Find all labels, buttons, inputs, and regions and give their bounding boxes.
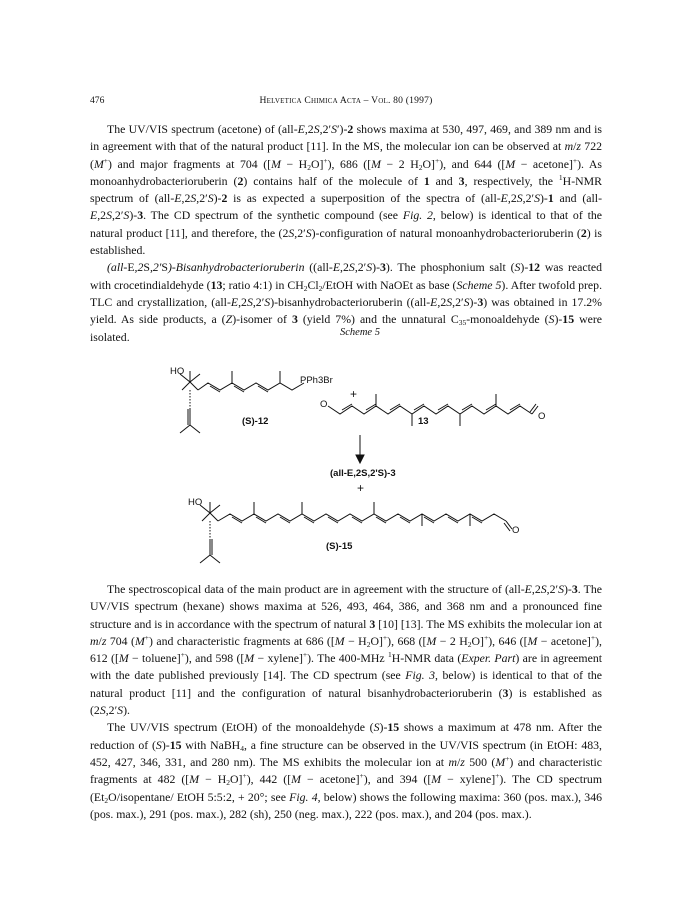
ho-label-bottom: HO	[188, 497, 203, 508]
paragraph: The UV/VIS spectrum (EtOH) of the monoaldehyde (S)-15 shows a maximum at 478 nm. After the reduction of (S)-15 with NaBH$_4$, a fine structure can be observed in the UV/VIS spectrum (in EtOH: 483, 452, 427, 346, 331, and 280 nm). The MS exhibits the molecular ion at m/z 500 (M+) and characteristic fragments at 482 $([M - H_2O]^+)$, 442 ([M − acetone]+), and 394 ([M − xylene]+). The CD spectrum ($Et_2O/isopentane/$ EtOH 5:5:2, + 20°; see Fig. 4, below) shows the following maxima: 360 (pos. max.), 346 (pos. max.), 291 (pos. max.), 282 (sh), 250 (neg. max.), 222 (pos. max.), and 204 (pos. max.).	[90, 720, 602, 821]
paragraph: The UV/VIS spectrum (acetone) of (all-E,2S,2′S′)-2 shows maxima at 530, 497, 469, and 389 nm and is in agreement with that of the natural product [11]. In the MS, the molecular ion can be observed at m/z 722 (M+) and major fragments at 704 $([M - H_2O]^+)$, 686 ([M − 2 $H_2O]^+$), and 644 ([M − acetone]+). As monoanhydrobacterioruberin (2) contains half of the molecule of 1 and 3, respectively, the $^1$H-NMR spectrum of (all-E,2S,2′S)-2 is as expected a superposition of the spectra of (all-E,2S,2′S)-1 and (all-E,2S,2′S)-3. The CD spectrum of the synthetic compound (see Fig. 2, below) is identical to that of the natural product [11], and therefore, the (2S,2′S)-configuration of natural monoanhydrobacterioruberin (2) is established.	[90, 122, 603, 258]
ho-label-top: HO	[170, 366, 185, 377]
structure-s15	[200, 502, 512, 563]
running-header	[90, 95, 602, 109]
label-s12: (S)-12	[242, 416, 269, 427]
o-label-top-end: O	[538, 411, 546, 422]
pph3br-label: PPh3Br	[300, 375, 333, 386]
scheme-structures	[150, 327, 570, 575]
page-number: 476	[90, 95, 105, 106]
paragraph: The spectroscopical data of the main product are in agreement with the structure of (all-E,2S,2′S)-3. The UV/VIS spectrum (hexane) shows maxima at 526, 493, 464, 386, and 368 nm and a pronounced fine structure and is in accordance with the spectrum of natural 3 [10] [13]. The MS exhibits the molecular ion at m/z 704 (M+) and characteristic fragments at 686 $([M - H_2O]^+)$, 668 ([M − 2 $H_2O]^+$), 646 ([M − acetone]+), 612 ([M − toluene]+), and 598 ([M − xylene]+). The 400-MHz $^1$H-NMR data (Exper. Part) are in agreement with the date published previously [14]. The CD spectrum (see Fig. 3, below) is identical to that of the natural product [11] and the configuration of natural bisanhydrobacterioruberin (3) is established as (2S,2′S).	[90, 582, 603, 718]
label-13: 13	[418, 416, 429, 427]
label-product-3: (all-E,2S,2'S)-3	[330, 468, 396, 479]
journal-title: Helvetica Chimica Acta – Vol. 80 (1997)	[259, 95, 433, 106]
reaction-arrow	[356, 435, 364, 463]
text-block-upper	[90, 121, 602, 346]
scheme-title: Scheme 5	[340, 327, 380, 338]
structure-13	[328, 394, 538, 426]
text-block-lower	[90, 581, 602, 823]
o-label-top: O	[320, 399, 328, 410]
plus-mid: +	[357, 481, 365, 495]
scheme-5	[150, 327, 570, 575]
o-label-bottom: O	[512, 525, 520, 536]
plus-top: +	[350, 387, 358, 401]
label-s15: (S)-15	[326, 541, 353, 552]
paragraph: (all-E,2S,2′S)-Bisanhydrobacterioruberin ((all-E,2S,2′S)-3). The phosphonium salt (S)-12 was reacted with crocetindialdehyde (13; ratio 4:1) in $CH_2Cl_2$/EtOH with NaOEt as base (Scheme 5). After twofold prep. TLC and crystallization, (all-E,2S,2′S)-bisanhydrobacterioruberin ((all-E,2S,2′S)-3) was obtained in 17.2% yield. As side products, a (Z)-isomer of 3 (yield 7%) and the unnatural $C_{35}$-monoaldehyde (S)-15 were isolated.	[90, 260, 603, 344]
